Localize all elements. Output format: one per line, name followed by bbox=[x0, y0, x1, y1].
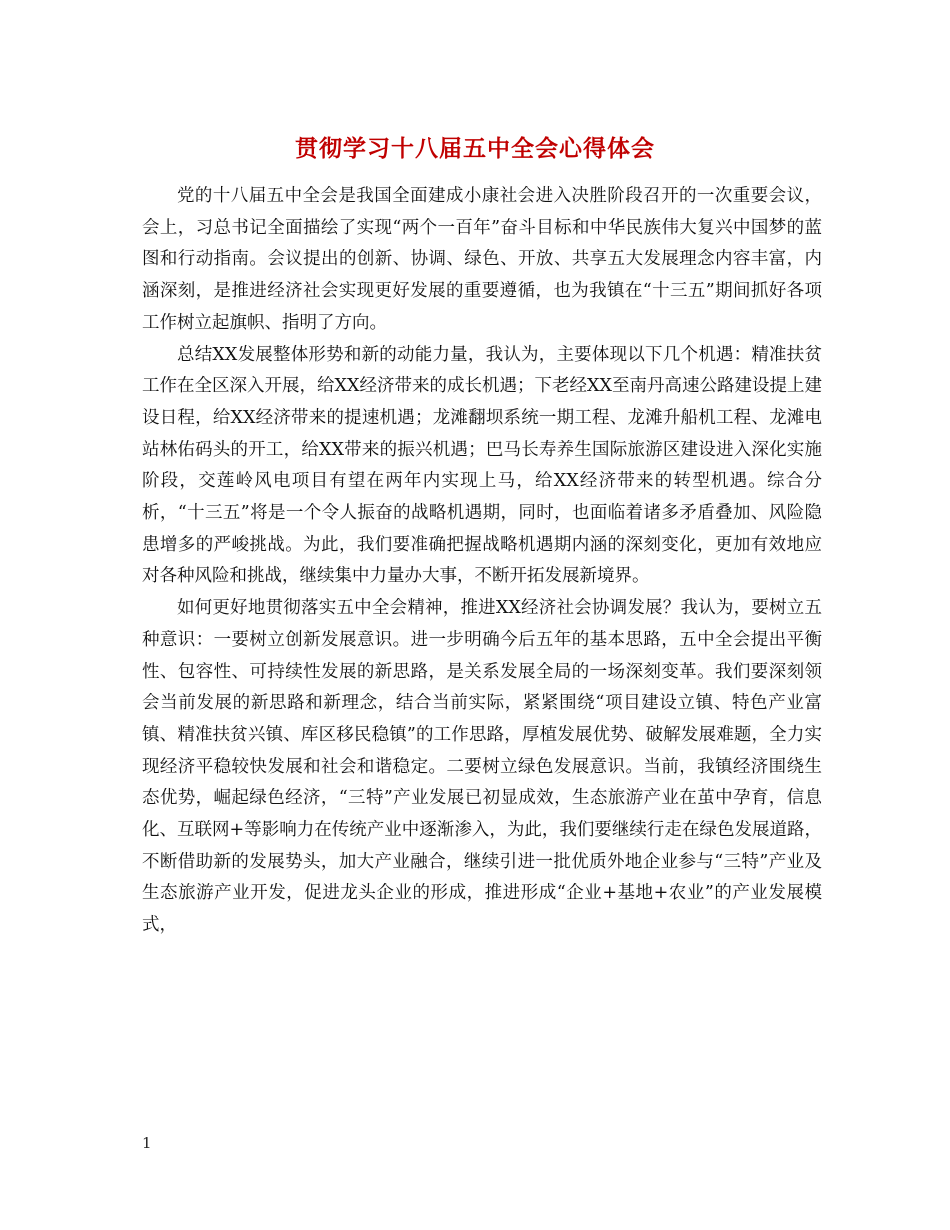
paragraph-1: 党的十八届五中全会是我国全面建成小康社会进入决胜阶段召开的一次重要会议，会上，习总书记全面描绘了实现“两个一百年”奋斗目标和中华民族伟大复兴中国梦的蓝图和行动指南。会议提出的创新、协调、绿色、开放、共享五大发展理念内容丰富，内涵深刻，是推进经济社会实现更好发展的重要遵循，也为我镇在“十三五”期间抓好各项工作树立起旗帜、指明了方向。 bbox=[142, 186, 822, 333]
page-number: 1 bbox=[142, 1134, 152, 1152]
document-title: 贯彻学习十八届五中全会心得体会 bbox=[295, 135, 655, 162]
paragraph-2: 总结XX发展整体形势和新的动能力量，我认为，主要体现以下几个机遇：精准扶贫工作在全区深入开展，给XX经济带来的成长机遇；下老经XX至南丹高速公路建设提上建设日程，给XX经济带来的提速机遇；龙滩翻坝系统一期工程、龙滩升船机工程、龙滩电站林佑码头的开工，给XX带来的振兴机遇；巴马长寿养生国际旅游区建设进入深化实施阶段，交莲岭风电项目有望在两年内实现上马，给XX经济带来的转型机遇。综合分析，“十三五”将是一个令人振奋的战略机遇期，同时，也面临着诸多矛盾叠加、风险隐患增多的严峻挑战。为此，我们要准确把握战略机遇期内涵的深刻变化，更加有效地应对各种风险和挑战，继续集中力量办大事，不断开拓发展新境界。 bbox=[142, 344, 822, 587]
paragraph-3: 如何更好地贯彻落实五中全会精神，推进XX经济社会协调发展？我认为，要树立五种意识：一要树立创新发展意识。进一步明确今后五年的基本思路，五中全会提出平衡性、包容性、可持续性发展的新思路，是关系发展全局的一场深刻变革。我们要深刻领会当前发展的新思路和新理念，结合当前实际，紧紧围绕“项目建设立镇、特色产业富镇、精准扶贫兴镇、库区移民稳镇”的工作思路，厚植发展优势、破解发展难题，全力实现经济平稳较快发展和社会和谐稳定。二要树立绿色发展意识。当前，我镇经济围绕生态优势，崛起绿色经济，“三特”产业发展已初显成效，生态旅游产业在茧中孕育，信息化、互联网+等影响力在传统产业中逐渐渗入，为此，我们要继续行走在绿色发展道路，不断借助新的发展势头，加大产业融合，继续引进一批优质外地企业参与“三特”产业及生态旅游产业开发，促进龙头企业的形成，推进形成“企业+基地+农业”的产业发展模式， bbox=[142, 598, 822, 936]
document-body bbox=[142, 181, 822, 942]
